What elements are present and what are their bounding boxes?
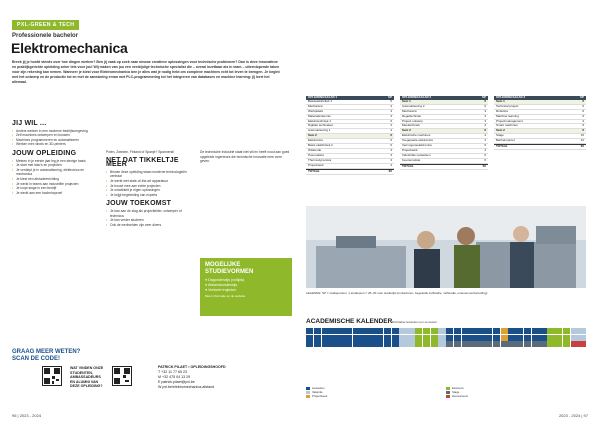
list-item: • Meteen in je eerste jaar leg je een stevige basis	[12, 159, 98, 164]
legend-swatch	[306, 395, 310, 398]
cell-label: Basis elektriciteit 2	[308, 143, 333, 148]
cell-value: 6	[582, 128, 584, 133]
cell-value: 6	[484, 103, 486, 108]
cell-value: 3	[390, 108, 392, 113]
cell-value: 3	[484, 118, 486, 123]
kalender-week-cell	[376, 328, 383, 334]
kalender-week-cell	[563, 341, 570, 347]
kalender-week-cell	[322, 341, 329, 347]
cell-label: Elektronica	[308, 138, 323, 143]
contact-block	[158, 365, 226, 390]
kalender-week-cell	[423, 341, 430, 347]
list-item: • Je kan verder studeren	[106, 218, 194, 223]
kalender-week-cell	[431, 341, 438, 347]
kalender-subtitle: Richttabel lesweken per semester	[392, 320, 438, 324]
kalender-week-cell	[516, 341, 523, 347]
page-subtitle: Professionele bachelor	[12, 33, 79, 39]
kalender-week-cell	[306, 335, 313, 341]
studievorm-label: Afstandsonderwijs	[207, 283, 238, 288]
kalender-week-cell	[446, 335, 453, 341]
cell-label: Sem 2	[402, 128, 411, 133]
cell-value: 60	[388, 168, 392, 173]
kalender-week-cell	[438, 328, 445, 334]
legend-swatch	[446, 395, 450, 398]
kalender-week-cell	[306, 328, 313, 334]
kalender-week-cell	[431, 335, 438, 341]
cell-label: Regeltechniek	[402, 113, 422, 118]
kalender-week-cell	[314, 335, 321, 341]
cell-value: 6	[582, 98, 584, 103]
kalender-week-cell	[539, 328, 546, 334]
kalender-week-cell	[462, 341, 469, 347]
list-item: • Je werkt met state-of-the-art apparatuur	[106, 179, 194, 184]
kalender-week-cell	[493, 341, 500, 347]
contact-line: T +32 11 77 65 23	[158, 370, 187, 374]
kalender-week-cell	[353, 341, 360, 347]
kalender-week-cell	[524, 335, 531, 341]
kalender-week-cell	[485, 341, 492, 347]
kalender-week-cell	[578, 328, 585, 334]
kalender-week-cell	[368, 335, 375, 341]
kalender-week-cell	[392, 328, 399, 334]
cell-label: Toegepaste elektronica	[402, 138, 433, 143]
scan-heading: GRAAG MEER WETEN? SCAN DE CODE!	[12, 349, 81, 362]
column-right-text	[200, 150, 290, 164]
kalender-week-cell	[524, 328, 531, 334]
kalender-week-cell	[516, 328, 523, 334]
kalender-week-cell	[360, 335, 367, 341]
kalender-week-cell	[555, 335, 562, 341]
contact-name: PATRICK PILAET • OPLEIDINGSHOOFD	[158, 365, 226, 369]
cell-value: 6	[582, 113, 584, 118]
cell-label: Sem 2	[496, 128, 505, 133]
kalender-week-cell	[501, 328, 508, 334]
kalender-week-cell	[384, 335, 391, 341]
cell-label: TOTAAL	[496, 144, 508, 149]
kalender-week-cell	[415, 335, 422, 341]
kalender-week-cell	[563, 335, 570, 341]
cell-value: 3	[390, 157, 392, 162]
column-middle	[106, 150, 194, 227]
list-item: • Je loopt stage in een bedrijf	[12, 186, 98, 191]
cell-label: Sem 2	[308, 133, 317, 138]
jouw-opleiding-list	[12, 159, 98, 196]
kalender-week-cell	[353, 328, 360, 334]
kalender-week-cell	[508, 328, 515, 334]
kalender-week-cell	[399, 328, 406, 334]
cell-label: Projectmanagement	[496, 118, 523, 123]
kalender-week-cell	[571, 328, 578, 334]
kalender-week-cell	[477, 341, 484, 347]
cell-value: 6	[390, 143, 392, 148]
cell-label: Mechanica	[308, 103, 323, 108]
lead-text: Polen, Zweden, Finland of Spanje? Spannend!	[106, 150, 175, 154]
list-item: • Je werkt aan een bachelorproef	[12, 191, 98, 196]
cell-label: TOTAAL	[308, 168, 320, 173]
kalender-week-cell	[415, 328, 422, 334]
kalender-row	[306, 341, 586, 347]
kalender-week-cell	[571, 335, 578, 341]
cell-label: Stage	[496, 133, 504, 138]
jouw-toekomst-list	[106, 209, 194, 227]
studievormen-box	[200, 258, 292, 316]
category-tag: PXL-GREEN & TECH	[12, 20, 79, 30]
cell-value: 3	[390, 103, 392, 108]
cell-label: Meettechniek	[402, 123, 420, 128]
list-item: • Je bouwt mee aan echte projecten	[106, 184, 194, 189]
kalender-week-cell	[329, 341, 336, 347]
list-item: • Werken met robots en 3D-printers	[12, 142, 98, 147]
kalender-week-cell	[415, 341, 422, 347]
section-heading: JOUW TOEKOMST	[106, 200, 172, 208]
kalender-week-cell	[423, 328, 430, 334]
kalender-week-cell	[329, 335, 336, 341]
kalender-week-cell	[438, 335, 445, 341]
page-number-right: 2023 - 2024 | 97	[558, 413, 588, 418]
cell-value: 3	[484, 113, 486, 118]
cell-value: 6	[484, 128, 486, 133]
list-item: • Zelf machines ontwerpen en bouwen	[12, 133, 98, 138]
list-item: • Ook de werkvelden zijn zeer divers	[106, 223, 194, 228]
legend-label: Examens	[452, 386, 464, 390]
kalender-week-cell	[516, 335, 523, 341]
qr-code-icon[interactable]	[112, 366, 132, 386]
list-item: • Anders werken in een moderne bedrijfsomgeving	[12, 129, 98, 134]
kalender-week-cell	[469, 335, 476, 341]
cell-value: 6	[582, 103, 584, 108]
cell-label: Automatisering 2	[402, 103, 425, 108]
cell-label: TOTAAL	[402, 163, 414, 168]
right-paragraph: De technische industrie staat niet stil en heeft nood aan goed opgeleide ingenieurs die technische innovatie mee vorm geven.	[200, 150, 290, 164]
cell-label: Bachelorproef	[496, 138, 515, 143]
cell-label: OPLEIDINGSJAAR 3	[496, 95, 526, 99]
studievorm-item: ● Verkorte trajecten	[205, 288, 237, 293]
cell-label: Machine learning	[496, 113, 519, 118]
kalender-week-cell	[501, 341, 508, 347]
cell-label: Projectwerk	[402, 147, 418, 152]
kalender-week-cell	[345, 335, 352, 341]
cell-value: 4	[390, 128, 392, 133]
kalender-week-cell	[454, 328, 461, 334]
kalender-week-cell	[485, 328, 492, 334]
legend-label: Stage	[452, 390, 460, 394]
cell-label: Wiskunde	[308, 147, 322, 152]
kalender-week-cell	[462, 328, 469, 334]
cell-label: Technical project	[496, 103, 519, 108]
kalender-row	[306, 328, 586, 334]
kalender-week-cell	[539, 335, 546, 341]
cell-value: 12	[580, 138, 584, 143]
kalender-week-cell	[353, 335, 360, 341]
cell-value: 6	[390, 133, 392, 138]
cell-value: 3	[390, 147, 392, 152]
kalender-heading: ACADEMISCHE KALENDER	[306, 318, 393, 325]
cell-label: Basiselektriciteit 1	[308, 98, 333, 103]
kalender-week-cell	[306, 341, 313, 347]
curriculum-table-1	[306, 96, 394, 175]
kalender-week-cell	[407, 341, 414, 347]
cell-value: SP	[387, 95, 392, 99]
kalender-week-cell	[376, 335, 383, 341]
jij-wil-list	[12, 129, 98, 147]
studievorm-label: Dagonderwijs (voltijds)	[208, 278, 245, 282]
kalender-week-cell	[314, 328, 321, 334]
cell-value: 6	[484, 143, 486, 148]
list-item: • Je kiest een afstudeerrichting	[12, 177, 98, 182]
cell-label: Smart machines	[496, 123, 518, 128]
section-heading: JOUW OPLEIDING	[12, 149, 77, 157]
kalender-week-cell	[493, 328, 500, 334]
list-item: • Machines programmeren en automatiseren	[12, 138, 98, 143]
kalender-week-cell	[501, 335, 508, 341]
cell-label: Pneumatica	[308, 152, 324, 157]
kalender-week-cell	[462, 335, 469, 341]
cell-value: 3	[390, 113, 392, 118]
cell-label: Elektrotechniek 1	[308, 118, 332, 123]
kalender-week-cell	[329, 328, 336, 334]
kalender-week-cell	[337, 328, 344, 334]
kalender-week-cell	[539, 341, 546, 347]
cell-value: 4	[484, 147, 486, 152]
cell-value: 3	[582, 118, 584, 123]
cell-value: 6	[484, 157, 486, 162]
studievorm-item: ● Afstandsonderwijs	[205, 283, 238, 288]
studievormen-heading: MOGELIJKE STUDIEVORMEN	[205, 262, 254, 275]
cell-value: 6	[582, 123, 584, 128]
cell-label: Keuzemodule	[402, 157, 421, 162]
cell-value: 4	[484, 123, 486, 128]
kalender-week-cell	[337, 335, 344, 341]
cell-label: Robotica	[496, 108, 508, 113]
kalender-legend-item	[446, 394, 586, 398]
section-heading: NET DAT TIKKELTJE MEER	[106, 156, 179, 169]
cell-label: OPLEIDINGSJAAR 2	[402, 95, 432, 99]
cell-value: SP	[481, 95, 486, 99]
contact-line[interactable]: E patrick.pilaet@pxl.be	[158, 380, 195, 384]
kalender-week-cell	[399, 335, 406, 341]
legend-label: Projectweek	[312, 394, 328, 398]
kalender-week-cell	[493, 335, 500, 341]
table-total	[494, 144, 586, 150]
kalender-week-cell	[407, 328, 414, 334]
kalender-week-cell	[360, 341, 367, 347]
list-item: • Je start met labo's en projecten	[12, 163, 98, 168]
cell-value: 60	[482, 163, 486, 168]
kalender-week-cell	[438, 341, 445, 347]
lab-photo-image	[306, 206, 586, 288]
page-number-left: 96 | 2023 - 2024	[12, 413, 42, 418]
list-item: • Je kan aan de slag als projectleider, ontwerper of technicus	[106, 209, 194, 218]
kalender-week-cell	[532, 328, 539, 334]
kalender-week-cell	[524, 341, 531, 347]
qr-code-icon[interactable]	[42, 366, 62, 386]
kalender-week-cell	[578, 341, 585, 347]
kalender-grid	[306, 328, 586, 348]
cell-value: 6	[484, 152, 486, 157]
cell-value: 15	[580, 133, 584, 138]
list-item: • Je verdiept je in automatisering, elektronica en mechanica	[12, 168, 98, 177]
cell-label: Sem 1	[496, 98, 505, 103]
kalender-week-cell	[345, 328, 352, 334]
cell-value: 60	[580, 144, 584, 149]
kalender-week-cell	[399, 341, 406, 347]
studievorm-label: Verkorte trajecten	[208, 288, 237, 293]
curriculum-table-3	[494, 96, 586, 150]
kalender-week-cell	[407, 335, 414, 341]
list-item: • Binnen deze opleiding staan moderne technologieën centraal	[106, 170, 194, 179]
cell-label: Industriële netwerken	[402, 152, 431, 157]
cell-label: Projectwerk	[308, 162, 324, 167]
kalender-legend-item	[306, 394, 446, 398]
cell-value: 4	[484, 133, 486, 138]
kalender-week-cell	[454, 335, 461, 341]
kalender-week-cell	[578, 335, 585, 341]
kalender-week-cell	[322, 335, 329, 341]
net-dat-list	[106, 170, 194, 198]
kalender-week-cell	[384, 328, 391, 334]
page-title: Elektromechanica	[11, 40, 128, 56]
kalender-week-cell	[477, 328, 484, 334]
lab-photo	[306, 206, 586, 288]
cell-label: OPLEIDINGSJAAR 1	[308, 95, 338, 99]
kalender-week-cell	[477, 335, 484, 341]
cell-label: Project ontwerp	[402, 118, 423, 123]
cell-label: Sem 1	[402, 98, 411, 103]
kalender-week-cell	[532, 335, 539, 341]
cell-value: 3	[390, 152, 392, 157]
kalender-week-cell	[360, 328, 367, 334]
kalender-week-cell	[376, 341, 383, 347]
cell-value: 6	[390, 138, 392, 143]
cell-value: 6	[390, 118, 392, 123]
kalender-week-cell	[431, 328, 438, 334]
kalender-week-cell	[384, 341, 391, 347]
cell-label: Vermogenselektronica	[402, 143, 432, 148]
kalender-week-cell	[571, 341, 578, 347]
list-item: • Je ontwikkelt je eigen oplossingen	[106, 188, 194, 193]
kalender-week-cell	[345, 341, 352, 347]
kalender-week-cell	[547, 335, 554, 341]
cell-label: Elektrische machines	[402, 133, 431, 138]
cell-label: Automatisering 1	[308, 128, 331, 133]
cell-value: 4	[390, 162, 392, 167]
column-left	[12, 120, 98, 195]
section-heading: JIJ WIL ...	[12, 120, 47, 127]
kalender-week-cell	[446, 328, 453, 334]
kalender-week-cell	[532, 341, 539, 347]
table-total	[306, 169, 394, 175]
kalender-week-cell	[322, 328, 329, 334]
kalender-week-cell	[563, 328, 570, 334]
cell-value: 6	[484, 98, 486, 103]
cell-value: 4	[390, 123, 392, 128]
kalender-week-cell	[547, 341, 554, 347]
legend-label: Lesweken	[312, 386, 325, 390]
kalender-week-cell	[454, 341, 461, 347]
list-item: • Je werkt in teams aan industriële projecten	[12, 182, 98, 187]
cell-value: 3	[484, 108, 486, 113]
kalender-week-cell	[469, 328, 476, 334]
list-item: • Je krijgt begeleiding van experts	[106, 193, 194, 198]
kalender-week-cell	[508, 341, 515, 347]
website-note: Meer informatie op de website	[205, 293, 246, 298]
kalender-week-cell	[392, 341, 399, 347]
kalender-week-cell	[446, 341, 453, 347]
kalender-week-cell	[392, 335, 399, 341]
kalender-week-cell	[337, 341, 344, 347]
kalender-week-cell	[314, 341, 321, 347]
kalender-week-cell	[368, 341, 375, 347]
kalender-week-cell	[469, 341, 476, 347]
table-legend: LEGENDE: SP = studiepunten, 1 studiepunt = 25–30 uren studietijd (contacturen, begeleide zelfstudie, zelfstudie, examenvoorbereiding)	[306, 291, 488, 295]
curriculum-table-2	[400, 96, 488, 170]
contact-line: M +32 475 04 13 29	[158, 375, 191, 379]
cell-label: Digitale technieken	[308, 123, 334, 128]
kalender-week-cell	[485, 335, 492, 341]
table-total	[400, 164, 488, 170]
qr-caption: WAT VINDEN ONZE STUDENTEN, AMBASSADEURS EN ALUMNI VAN DEZE OPLEIDING?	[70, 366, 104, 389]
kalender-row	[306, 335, 586, 341]
kalender-legend	[306, 386, 586, 398]
kalender-week-cell	[547, 328, 554, 334]
kalender-week-cell	[368, 328, 375, 334]
cell-value: 6	[582, 108, 584, 113]
intro-paragraph: Breek jij je hoofd steeds over hoe dingen werken? Ben jij vaak op zoek naar nieuwe creatieve oplossingen voor technische problemen? Dan is deze innovatieve en praktijkgerichte opleiding zeker iets voor jou! Wij maken van jou een veelzijdige technische specialist die – overal inzetbaar als in team – uiteenlopende taken voor zijn rekening kan nemen. Wanneer je kiest voor Elektromechanica ben je alles wat je nodig hebt om complexe machines echt tot leven te brengen. Je begint met het ontwerp en de productie tot en met de aansturing ervan met PLC-programmering tot het integreren van databases en machine learning: jij leert het allemaal.	[12, 60, 280, 84]
contact-line[interactable]: W pxl.be/elektromechanica-afstand	[158, 385, 215, 389]
cell-label: Thermodynamica	[308, 157, 332, 162]
legend-label: Vakantie	[312, 390, 323, 394]
kalender-week-cell	[555, 328, 562, 334]
cell-label: Werkplaats	[308, 108, 323, 113]
cell-label: Mechanica	[402, 108, 417, 113]
legend-label: Herexamens	[452, 394, 468, 398]
cell-label: Materialenkennis	[308, 113, 331, 118]
kalender-week-cell	[555, 341, 562, 347]
cell-value: 6	[390, 98, 392, 103]
studievorm-item: ● Dagonderwijs (voltijds)	[205, 278, 245, 282]
kalender-week-cell	[508, 335, 515, 341]
kalender-week-cell	[423, 335, 430, 341]
cell-value: SP	[579, 95, 584, 99]
cell-value: 4	[484, 138, 486, 143]
